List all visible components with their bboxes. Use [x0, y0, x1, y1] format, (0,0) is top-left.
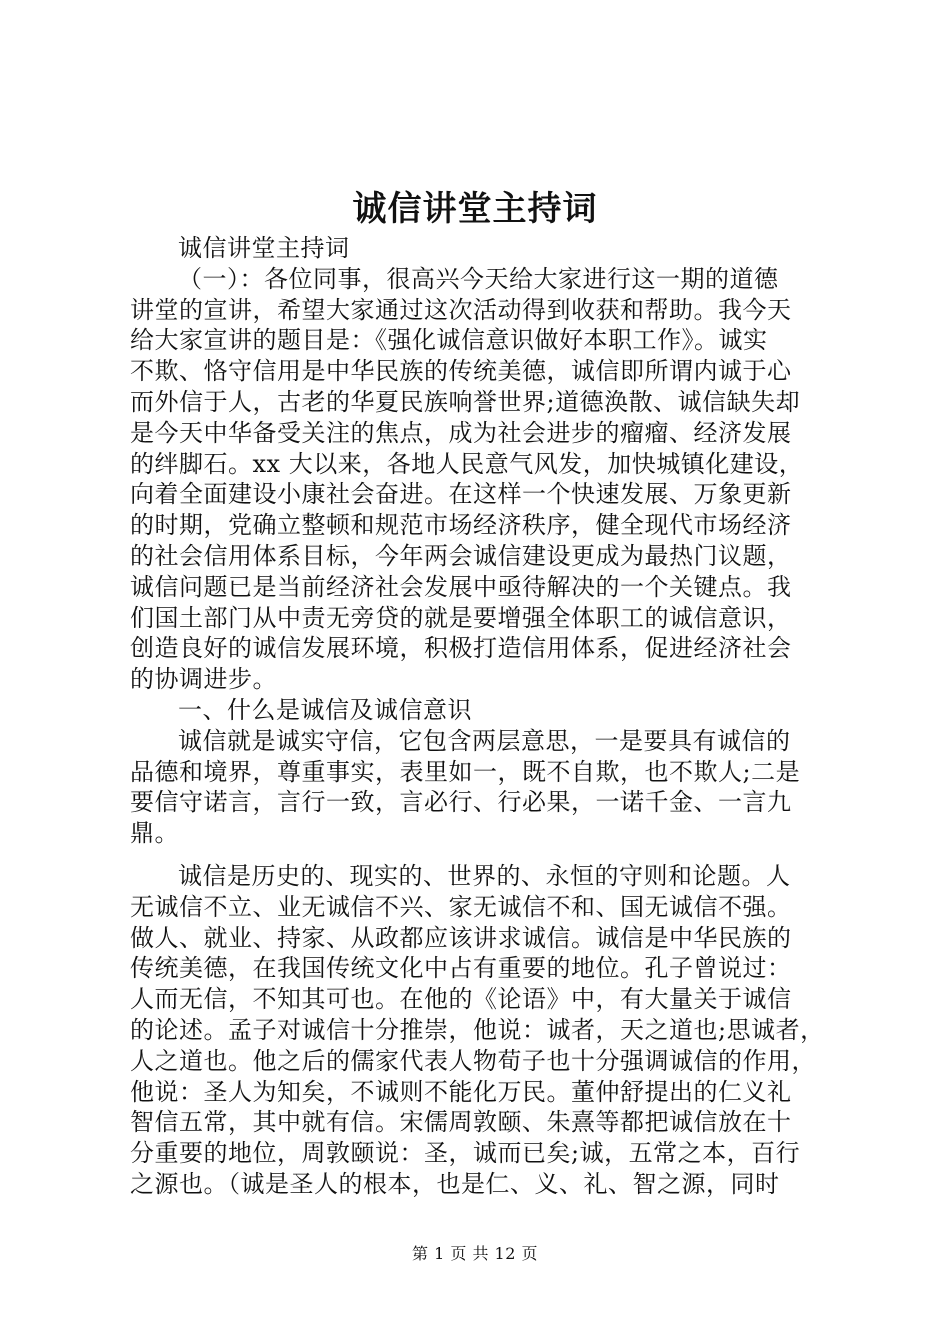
- body-line: 不欺、恪守信用是中华民族的传统美德，诚信即所谓内诚于心: [130, 357, 792, 386]
- body-line: 诚信讲堂主持词: [178, 234, 350, 262]
- document-title: 诚信讲堂主持词: [352, 189, 598, 229]
- body-line: 而外信于人，古老的华夏民族响誉世界;道德涣散、诚信缺失却: [130, 387, 801, 416]
- body-line: 的协调进步。: [130, 665, 277, 694]
- body-line: 诚信就是诚实守信，它包含两层意思，一是要具有诚信的: [178, 726, 791, 755]
- body-line: 他说：圣人为知矣，不诚则不能化万民。董仲舒提出的仁义礼: [130, 1077, 792, 1106]
- body-line: 鼎。: [130, 819, 179, 848]
- body-line: 创造良好的诚信发展环境，积极打造信用体系，促进经济社会: [130, 634, 792, 663]
- body-line: 之源也。（诚是圣人的根本，也是仁、义、礼、智之源，同时: [130, 1169, 780, 1198]
- body-line: 诚信问题已是当前经济社会发展中亟待解决的一个关键点。我: [130, 572, 792, 601]
- body-line: 人而无信，不知其可也。在他的《论语》中，有大量关于诚信: [130, 985, 792, 1014]
- body-line: 的时期，党确立整顿和规范市场经济秩序，健全现代市场经济: [130, 511, 792, 540]
- body-line: 智信五常，其中就有信。宋儒周敦颐、朱熹等都把诚信放在十: [130, 1108, 792, 1137]
- body-line: 的论述。孟子对诚信十分推崇，他说：诚者，天之道也;思诚者，: [130, 1015, 825, 1044]
- body-line: 是今天中华备受关注的焦点，成为社会进步的瘤瘤、经济发展: [130, 418, 792, 447]
- body-line: 们国土部门从中责无旁贷的就是要增强全体职工的诚信意识，: [130, 603, 792, 632]
- document-body: [130, 233, 830, 1200]
- section-heading: 一、什么是诚信及诚信意识: [178, 695, 472, 724]
- body-line: 人之道也。他之后的儒家代表人物荀子也十分强调诚信的作用，: [130, 1046, 816, 1075]
- body-line: 传统美德，在我国传统文化中占有重要的地位。孔子曾说过：: [130, 954, 792, 983]
- body-line: 向着全面建设小康社会奋进。在这样一个快速发展、万象更新: [130, 480, 792, 509]
- body-line: 无诚信不立、业无诚信不兴、家无诚信不和、国无诚信不强。: [130, 892, 792, 921]
- body-line: 的社会信用体系目标，今年两会诚信建设更成为最热门议题，: [130, 541, 792, 570]
- body-line: （一）：各位同事，很高兴今天给大家进行这一期的道德: [178, 264, 779, 293]
- body-line: 诚信是历史的、现实的、世界的、永恒的守则和论题。人: [178, 861, 791, 890]
- page-number-footer: 第 1 页 共 12 页: [412, 1244, 538, 1263]
- body-line: 做人、就业、持家、从政都应该讲求诚信。诚信是中华民族的: [130, 923, 792, 952]
- body-line: 的绊脚石。xx 大以来，各地人民意气风发，加快城镇化建设，: [130, 449, 804, 478]
- body-line: 分重要的地位，周敦颐说：圣，诚而已矣;诚，五常之本，百行: [130, 1139, 801, 1168]
- body-line: 要信守诺言，言行一致，言必行、行必果，一诺千金、一言九: [130, 788, 792, 817]
- body-line: 讲堂的宣讲，希望大家通过这次活动得到收获和帮助。我今天: [130, 295, 792, 324]
- body-line: 给大家宣讲的题目是：《强化诚信意识做好本职工作》。诚实: [130, 326, 768, 355]
- body-line: 品德和境界，尊重事实，表里如一，既不自欺，也不欺人;二是: [130, 757, 801, 786]
